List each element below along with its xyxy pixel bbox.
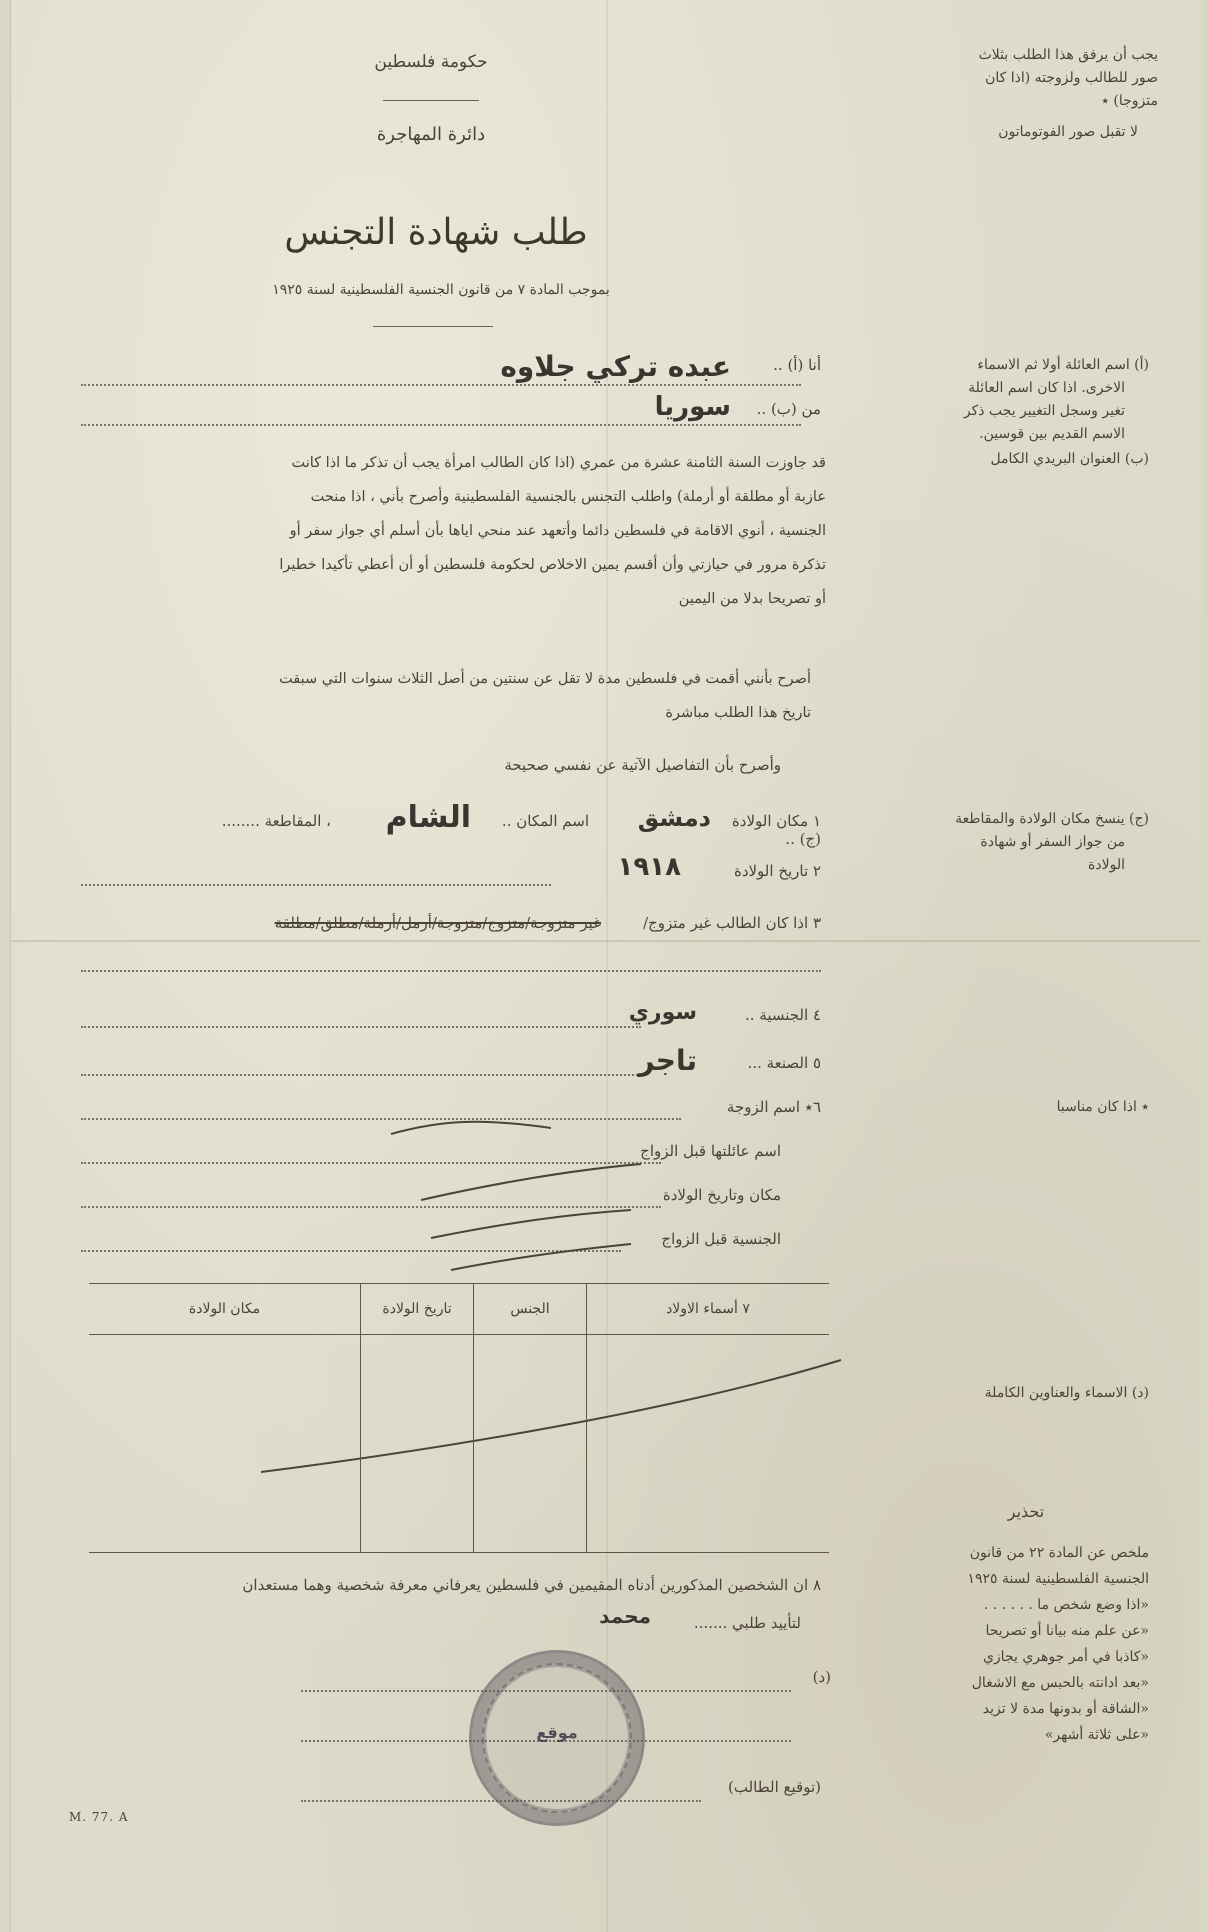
- warning-line: «الشاقة أو بدونها مدة لا تزيد: [982, 1701, 1149, 1717]
- note-line: الولادة: [1088, 857, 1125, 873]
- document-sheet: [10, 0, 1201, 1932]
- wife-name-label: ٦٭ اسم الزوجة: [726, 1098, 821, 1116]
- declaration-line: تذكرة مرور في حيازتي وأن أقسم يمين الاخلاص لحكومة فلسطين أو أن أعطي تأكيدا خطيرا: [279, 557, 826, 573]
- photo-note-line: متزوجا) ٭: [1101, 93, 1158, 109]
- note-line: (أ) اسم العائلة أولا ثم الاسماء: [977, 357, 1149, 373]
- warning-text: [859, 1540, 1149, 1748]
- note-line: من جواز السفر أو شهادة: [980, 834, 1125, 850]
- warning-line: «كاذبا في أمر جوهري يجازي: [982, 1649, 1149, 1665]
- note-d: (د) الاسماء والعناوين الكاملة: [984, 1385, 1149, 1401]
- note-b: (ب) العنوان البريدي الكامل: [990, 451, 1149, 467]
- name-label: أنا (أ) ..: [773, 356, 821, 374]
- photo-note-line: لا تقبل صور الفوتوماتون: [998, 124, 1138, 140]
- table-cell: [89, 1335, 361, 1553]
- table-cell: [361, 1335, 474, 1553]
- warning-title: تحذير: [1007, 1502, 1045, 1521]
- table-cell: [474, 1335, 587, 1553]
- wife-family-label: اسم عائلتها قبل الزواج: [640, 1142, 781, 1160]
- birthdate-value: ١٩١٨: [617, 852, 681, 882]
- photo-note-line: يجب أن يرفق هذا الطلب بثلاث: [978, 47, 1158, 63]
- note-line: (ج) ينسخ مكان الولادة والمقاطعة: [955, 811, 1149, 827]
- children-table-header: [89, 1284, 829, 1335]
- note-line: تغير وسجل التغيير يجب ذكر: [963, 403, 1125, 419]
- occupation-label: ٥ الصنعة ...: [747, 1054, 821, 1072]
- department-heading: دائرة المهاجرة: [376, 124, 486, 145]
- warning-line: «عن علم منه بيانا أو تصريحا: [985, 1623, 1149, 1639]
- table-row: [89, 1335, 829, 1553]
- note-star: ٭ اذا كان مناسبا: [1056, 1099, 1149, 1115]
- witness-d-label: (د): [812, 1668, 831, 1686]
- table-cell: [587, 1335, 830, 1553]
- warning-line: «بعد ادانته بالحبس مع الاشغال: [971, 1675, 1149, 1691]
- column-birth-place: مكان الولادة: [89, 1284, 361, 1335]
- note-a: [859, 354, 1149, 471]
- note-line: الاخرى. اذا كان اسم العائلة: [968, 380, 1125, 396]
- district-value: الشام: [385, 800, 471, 835]
- nationality-value: سوري: [628, 1000, 697, 1025]
- form-code: M. 77. A: [69, 1810, 129, 1824]
- occupation-value: تاجر: [638, 1044, 697, 1077]
- birthplace-value: دمشق: [637, 804, 711, 832]
- column-birth-date: تاريخ الولادة: [361, 1284, 474, 1335]
- signature-label: (توقيع الطالب): [728, 1778, 821, 1796]
- declaration-line: عازبة أو مطلقة أو أرملة) واطلب التجنس بالجنسية الفلسطينية وأصرح بأني ، اذا منحت: [310, 489, 826, 505]
- witnesses-support-label: لتأييد طلبي .......: [693, 1614, 801, 1632]
- marital-status-label: ٣ اذا كان الطالب غير متزوج/: [642, 914, 821, 932]
- birthdate-label: ٢ تاريخ الولادة: [733, 862, 821, 880]
- official-seal: [469, 1650, 645, 1826]
- form-title: طلب شهادة التجنس: [284, 212, 588, 253]
- column-gender: الجنس: [474, 1284, 587, 1335]
- birthplace-label: ١ مكان الولادة (ج) ..: [731, 812, 821, 848]
- photo-note-line: صور للطالب ولزوجته (اذا كان: [985, 70, 1158, 86]
- declaration-line: قد جاوزت السنة الثامنة عشرة من عمري (اذا كان الطالب امرأة يجب أن تذكر ما اذا كانت: [291, 455, 826, 471]
- nationality-label: ٤ الجنسية ..: [744, 1006, 821, 1024]
- applicant-name-value: عبده تركي جلاوه: [500, 350, 731, 383]
- from-label: من (ب) ..: [756, 400, 821, 418]
- column-children-names: ٧ أسماء الاولاد: [587, 1284, 830, 1335]
- marital-status-options: غير متزوجة/متزوج/متزوجة/أرمل/أرملة/مطلق/مطلقة: [274, 914, 601, 932]
- applicant-from-value: سوريا: [654, 392, 731, 422]
- details-intro: وأصرح بأن التفاصيل الآتية عن نفسي صحيحة: [504, 756, 781, 774]
- government-heading: حكومة فلسطين: [374, 52, 488, 72]
- residence-line: تاريخ هذا الطلب مباشرة: [665, 705, 811, 721]
- note-c: [859, 808, 1149, 877]
- seal-text: موقع: [536, 1723, 578, 1742]
- place-name-label: اسم المكان ..: [501, 812, 589, 830]
- declaration-line: أو تصريحا بدلا من اليمين: [678, 591, 826, 607]
- witnesses-statement: ٨ ان الشخصين المذكورين أدناه المقيمين في فلسطين يعرفاني معرفة شخصية وهما مستعدان: [242, 1576, 821, 1594]
- warning-line: الجنسية الفلسطينية لسنة ١٩٢٥: [967, 1571, 1149, 1587]
- warning-line: «اذا وضع شخص ما . . . . . .: [983, 1597, 1149, 1613]
- warning-line: ملخص عن المادة ٢٢ من قانون: [969, 1545, 1149, 1561]
- children-table: [89, 1283, 829, 1553]
- note-line: الاسم القديم بين قوسين.: [979, 426, 1125, 442]
- district-label: ، المقاطعة ........: [221, 812, 331, 830]
- wife-nationality-label: الجنسية قبل الزواج: [661, 1230, 781, 1248]
- declaration-line: الجنسية ، أنوي الاقامة في فلسطين دائما وأتعهد عند منحي اياها بأن أسلم أي جواز سفر أو: [289, 523, 826, 539]
- warning-line: «على ثلاثة أشهر»: [1044, 1727, 1149, 1743]
- form-subtitle: بموجب المادة ٧ من قانون الجنسية الفلسطينية لسنة ١٩٢٥: [272, 282, 610, 298]
- witness-value: محمد: [599, 1604, 651, 1628]
- wife-birth-label: مكان وتاريخ الولادة: [662, 1186, 781, 1204]
- residence-line: أصرح بأنني أقمت في فلسطين مدة لا تقل عن سنتين من أصل الثلاث سنوات التي سبقت: [279, 671, 811, 687]
